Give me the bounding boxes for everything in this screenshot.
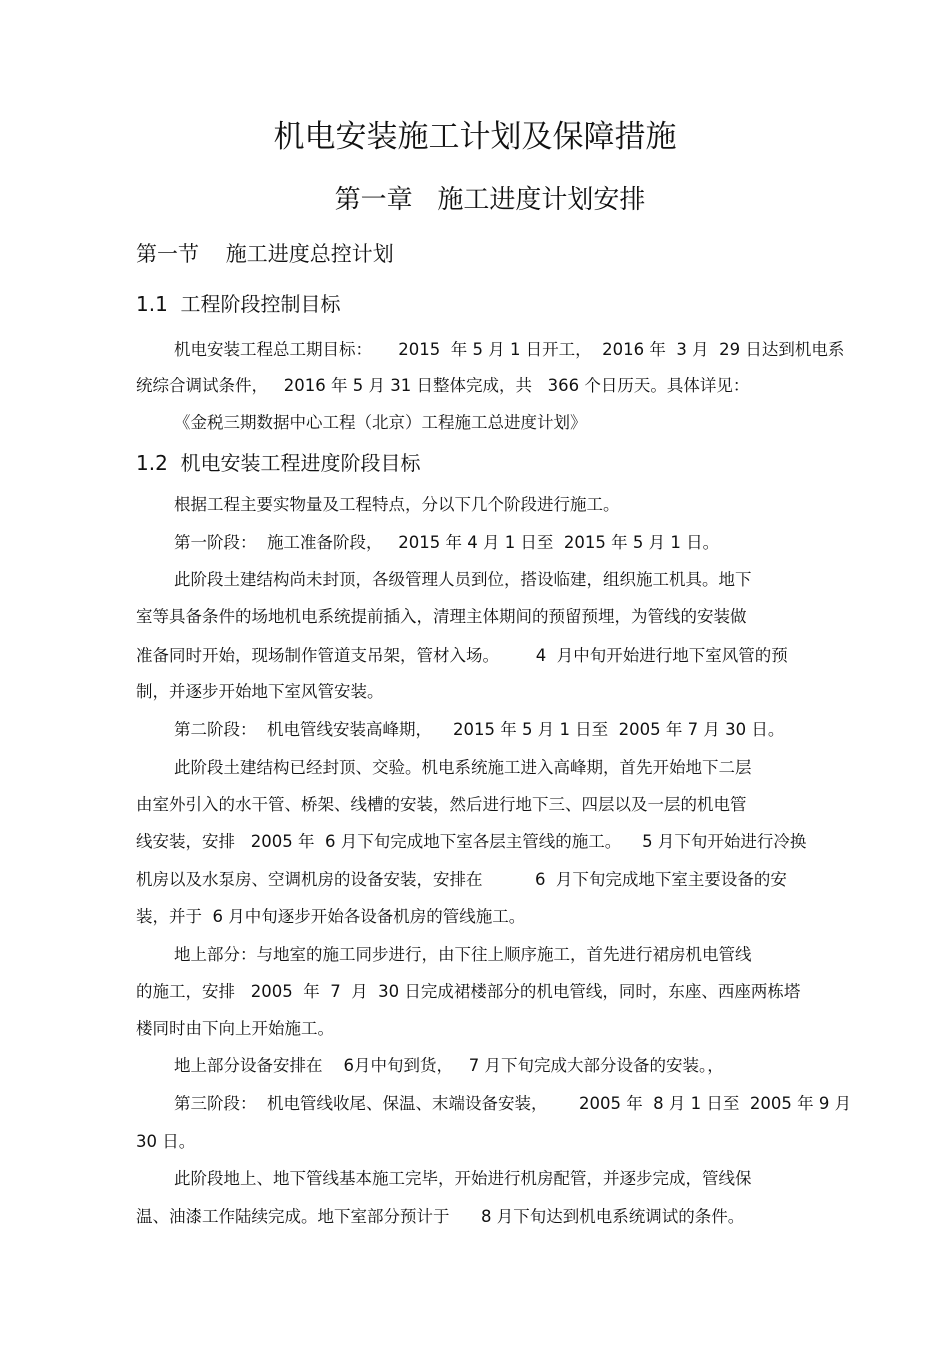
paragraph-line: 装，并于 6 月中旬逐步开始各设备机房的管线施工。 bbox=[136, 907, 526, 926]
paragraph-line: 此阶段土建结构尚未封顶，各级管理人员到位，搭设临建，组织施工机具。地下 bbox=[174, 570, 752, 589]
paragraph-line: 室等具备条件的场地机电系统提前插入，清理主体期间的预留预埋，为管线的安装做 bbox=[136, 607, 747, 626]
paragraph-line: 地上部分设备安排在 6月中旬到货， 7 月下旬完成大部分设备的安装。， bbox=[174, 1056, 724, 1075]
paragraph-line: 第三阶段： 机电管线收尾、保温、末端设备安装， 2005 年 8 月 1 日至 2005 年 9 月 bbox=[174, 1094, 852, 1113]
paragraph-line: 根据工程主要实物量及工程特点，分以下几个阶段进行施工。 bbox=[174, 495, 620, 514]
subsection-heading-1-2: 1.2 机电安装工程进度阶段目标 bbox=[136, 451, 421, 475]
paragraph-line: 第一阶段： 施工准备阶段， 2015 年 4 月 1 日至 2015 年 5 月 1 日。 bbox=[174, 533, 720, 552]
paragraph-line: 线安装，安排 2005 年 6 月下旬完成地下室各层主管线的施工。 5 月下旬开始进行冷换 bbox=[136, 832, 807, 851]
paragraph-line: 30 日。 bbox=[136, 1132, 196, 1151]
paragraph-line: 由室外引入的水干管、桥架、线槽的安装，然后进行地下三、四层以及一层的机电管 bbox=[136, 795, 747, 814]
paragraph-line: 统综合调试条件， 2016 年 5 月 31 日整体完成，共 366 个日历天。具体详见： bbox=[136, 376, 750, 395]
paragraph-line: 温、油漆工作陆续完成。地下室部分预计于 8 月下旬达到机电系统调试的条件。 bbox=[136, 1207, 745, 1226]
paragraph-line: 此阶段地上、地下管线基本施工完毕，开始进行机房配管，并逐步完成，管线保 bbox=[174, 1169, 752, 1188]
paragraph-line: 准备同时开始，现场制作管道支吊架，管材入场。 4 月中旬开始进行地下室风管的预 bbox=[136, 646, 788, 665]
document-title: 机电安装施工计划及保障措施 bbox=[273, 119, 677, 155]
paragraph-line: 机房以及水泵房、空调机房的设备安装，安排在 6 月下旬完成地下室主要设备的安 bbox=[136, 870, 787, 889]
paragraph-line: 的施工，安排 2005 年 7 月 30 日完成裙楼部分的机电管线，同时，东座、西座两栋塔 bbox=[136, 982, 801, 1001]
subsection-heading-1-1: 1.1 工程阶段控制目标 bbox=[136, 292, 341, 316]
paragraph-line: 制，并逐步开始地下室风管安装。 bbox=[136, 682, 384, 701]
paragraph-line: 机电安装工程总工期目标： 2015 年 5 月 1 日开工， 2016 年 3 月 29 日达到机电系 bbox=[174, 340, 845, 359]
section-heading: 第一节 施工进度总控计划 bbox=[136, 242, 394, 266]
paragraph-line: 楼同时由下向上开始施工。 bbox=[136, 1019, 334, 1038]
paragraph-line: 第二阶段： 机电管线安装高峰期， 2015 年 5 月 1 日至 2005 年 7 月 30 日。 bbox=[174, 720, 785, 739]
paragraph-line: 此阶段土建结构已经封顶、交验。机电系统施工进入高峰期，首先开始地下二层 bbox=[174, 758, 752, 777]
paragraph-line: 地上部分：与地室的施工同步进行，由下往上顺序施工，首先进行裙房机电管线 bbox=[174, 945, 752, 964]
chapter-heading: 第一章 施工进度计划安排 bbox=[334, 185, 646, 215]
paragraph-line: 《金税三期数据中心工程（北京）工程施工总进度计划》 bbox=[174, 413, 587, 432]
